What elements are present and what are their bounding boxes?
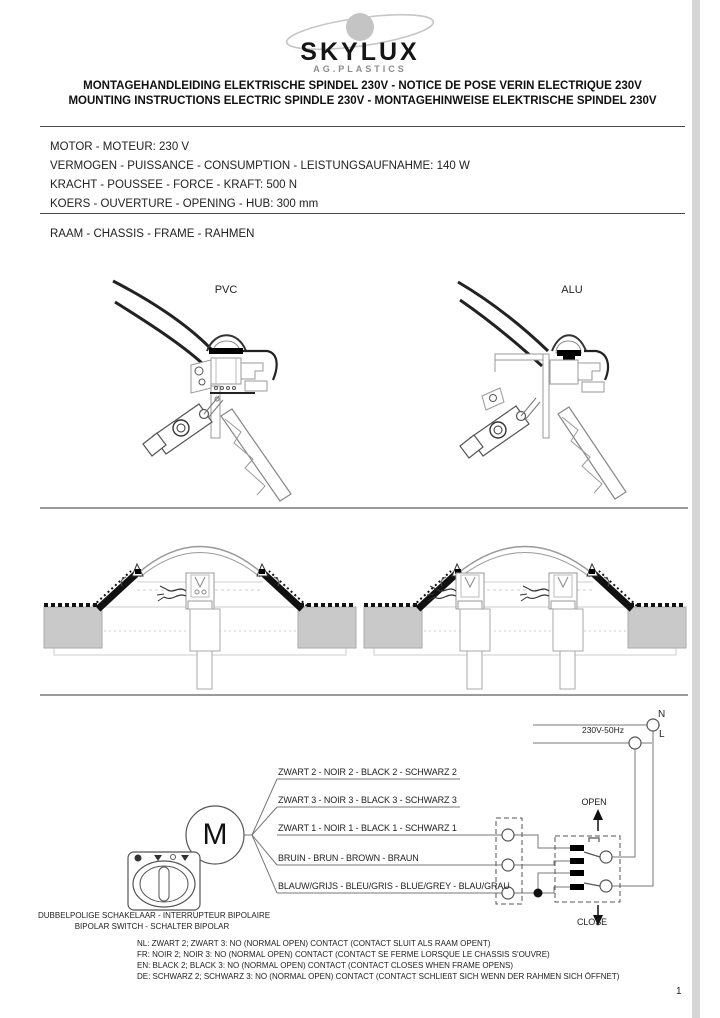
terminal-l-label: L: [659, 729, 665, 740]
close-label: CLOSE: [576, 917, 607, 927]
title-line-1: MONTAGEHANDLEIDING ELEKTRISCHE SPINDEL 230V - NOTICE DE POSE VERIN ELECTRIQUE 230V: [83, 80, 642, 92]
open-arrow-icon: [593, 809, 603, 831]
spec-power: VERMOGEN - PUISSANCE - CONSUMPTION - LEISTUNGSAUFNAHME: 140 W: [50, 160, 470, 172]
supply-voltage-label: 230V-50Hz: [581, 725, 625, 735]
logo-sub-text: AG.PLASTICS: [313, 64, 407, 74]
spec-stroke: KOERS - OUVERTURE - OPENING - HUB: 300 mm: [50, 198, 319, 210]
switch-caption-line-1: DUBBELPOLIGE SCHAKELAAR - INTERRUPTEUR BIPOLAIRE: [38, 911, 271, 920]
alu-detail-drawing: [430, 268, 690, 508]
logo: [260, 10, 460, 74]
terminal-n-label: N: [658, 709, 666, 720]
wire-junction-dot: [534, 889, 543, 898]
wire-label-black3: ZWART 3 - NOIR 3 - BLACK 3 - SCHWARZ 3: [278, 795, 457, 805]
spec-motor: MOTOR - MOTEUR: 230 V: [50, 141, 190, 153]
logo-brand-text: SKYLUX: [300, 38, 420, 66]
open-label: OPEN: [581, 797, 607, 807]
pvc-detail-drawing: [95, 268, 395, 508]
alu-label: ALU: [561, 284, 583, 296]
contact-bars: [570, 845, 584, 890]
motor-symbol-label: M: [202, 818, 228, 851]
spec-force: KRACHT - POUSSEE - FORCE - KRAFT: 500 N: [50, 179, 298, 191]
cross-section-single-spindle: [40, 515, 360, 693]
switch-caption-line-2: BIPOLAR SWITCH - SCHALTER BIPOLAR: [74, 922, 230, 931]
relay-contact-box: [555, 836, 620, 902]
wire-label-blue-grey: BLAUW/GRIJS - BLEU/GRIS - BLUE/GREY - BLAU/GRAU: [278, 881, 510, 891]
frame-section-heading: RAAM - CHASSIS - FRAME - RAHMEN: [50, 228, 255, 240]
note-nl: NL: ZWART 2; ZWART 3: NO (NORMAL OPEN) CONTACT (CONTACT SLUIT ALS RAAM OPENT): [137, 939, 491, 948]
wire-label-black2: ZWART 2 - NOIR 2 - BLACK 2 - SCHWARZ 2: [278, 767, 457, 777]
pvc-label: PVC: [214, 284, 238, 296]
wire-label-black1: ZWART 1 - NOIR 1 - BLACK 1 - SCHWARZ 1: [278, 823, 457, 833]
divider-rule: [40, 507, 688, 509]
bipolar-switch-symbol: [128, 852, 200, 910]
page-number: 1: [676, 986, 682, 997]
note-de: DE: SCHWARZ 2; SCHWARZ 3: NO (NORMAL OPEN) CONTACT (CONTACT SCHLIEßT SICH WENN DER RAHMEN SICH ÖFFNET): [137, 972, 620, 981]
wiring-diagram: [40, 700, 700, 940]
title-line-2: MOUNTING INSTRUCTIONS ELECTRIC SPINDLE 230V - MONTAGEHINWEISE ELEKTRISCHE SPINDEL 230V: [68, 95, 657, 107]
divider-rule: [40, 126, 685, 127]
wire-label-brown: BRUIN - BRUN - BROWN - BRAUN: [278, 853, 419, 863]
note-en: EN: BLACK 2; BLACK 3: NO (NORMAL OPEN) CONTACT (CONTACT CLOSES WHEN FRAME OPENS): [137, 961, 514, 970]
divider-rule: [40, 213, 685, 214]
note-fr: FR: NOIR 2; NOIR 3: NO (NORMAL OPEN) CONTACT (CONTACT SE FERME LORSQUE LE CHASSIS S'OUVRE): [137, 950, 550, 959]
cross-section-double-spindle: [360, 515, 690, 693]
divider-rule: [40, 694, 688, 696]
